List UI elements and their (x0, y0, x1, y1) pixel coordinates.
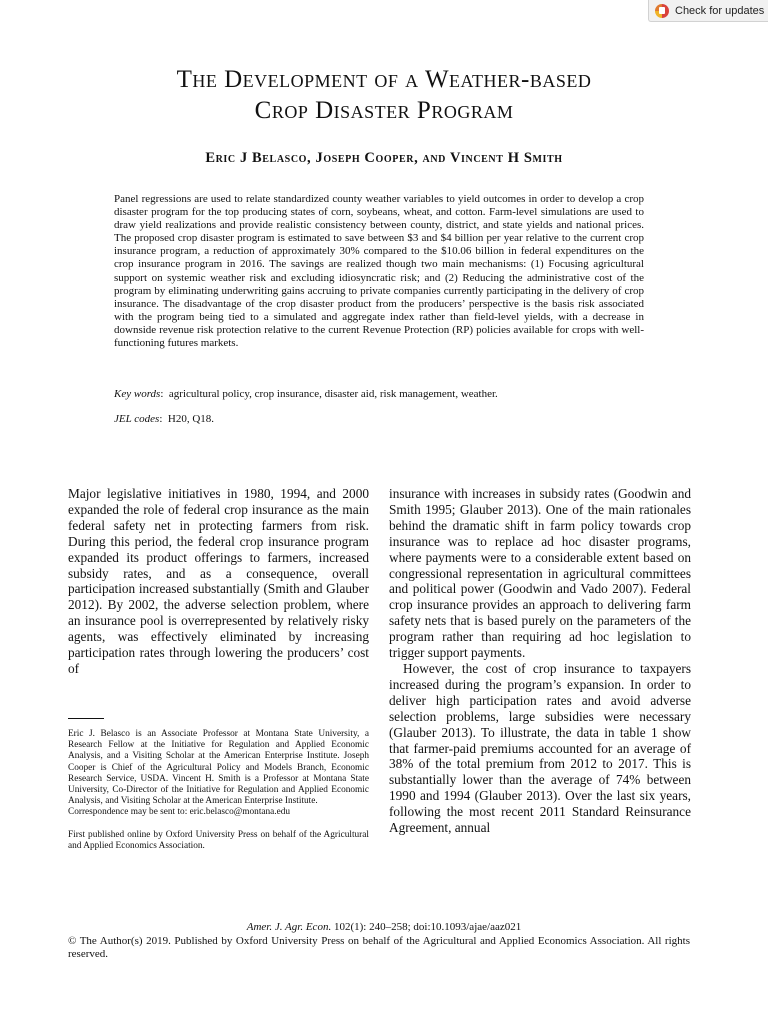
title-line-1: The Development of a Weather-based (176, 66, 592, 93)
first-published-note: First published online by Oxford University Press on behalf of the Agricultural and Applied Economics Association. (68, 829, 369, 851)
abstract: Panel regressions are used to relate standardized county weather variables to yield outcomes in order to develop a crop disaster program for the top producing states of corn, soybeans, wheat, and cotton. Farm-level simulations are used to draw yield realizations and provide realistic consistency between county, district, and state yields and national prices. The proposed crop disaster program is estimated to save between $3 and $4 billion per year relative to the current crop insurance program, a reduction of approximately 30% compared to the $10.06 billion in federal expenditures on the crop insurance program in 2016. The savings are realized though two main mechanisms: (1) Focusing agricultural support on systemic weather risk and excluding idiosyncratic risk; and (2) Reducing the administrative cost of the program by eliminating underwriting gains accruing to private companies currently participating in the delivery of crop insurance. The disadvantage of the crop disaster product from the producers’ perspective is the basis risk associated with the program being tied to a simulated and aggregate index rather than field-level yields, with a decrease in downside revenue risk protection relative to the current Revenue Protection (RP) policies available for crops with well-functioning futures markets. (114, 193, 644, 350)
article-title (0, 64, 768, 126)
journal-citation (0, 921, 768, 934)
jel-codes: JEL codes: H20, Q18. (114, 413, 215, 425)
body-left-column: Major legislative initiatives in 1980, 1994, and 2000 expanded the role of federal crop insurance as the main federal safety net in protecting farmers from risk. During this period, the federal crop insurance program expanded its product offerings to farmers, increased subsidy rates, and as a consequence, overall participation increased substantially (Smith and Glauber 2012). By 2002, the adverse selection problem, where an insurance pool is overrepresented by relatively risky agents, was effectively eliminated by increasing participation rates through lowering the producers’ cost of (68, 486, 369, 676)
author-footnotes (68, 729, 369, 852)
title-line-2: Crop Disaster Program (254, 97, 514, 124)
bookmark-check-icon (655, 4, 669, 18)
affiliations-note: Eric J. Belasco is an Associate Professor at Montana State University, a Research Fellow at the Initiative for Regulation and Applied Economic Analysis, and a Visiting Scholar at the American Enterprise Institute. Joseph Cooper is Chief of the Agricultural Policy and Models Branch, Economic Research Service, USDA. Vincent H. Smith is a Professor at Montana State University, Co-Director of the Initiative for Regulation and Applied Economic Analysis, and Visiting Scholar at the American Enterprise Institute. (68, 729, 369, 807)
author-list: Eric J Belasco, Joseph Cooper, and Vincent H Smith (205, 150, 563, 166)
citation-details: 102(1): 240–258; doi:10.1093/ajae/aaz021 (333, 921, 522, 933)
keywords-value: agricultural policy, crop insurance, disaster aid, risk management, weather. (168, 388, 498, 400)
journal-name: Amer. J. Agr. Econ. (246, 921, 332, 933)
body-right-column (389, 486, 691, 836)
footnote-divider (68, 718, 104, 719)
check-for-updates-button[interactable] (648, 0, 768, 22)
correspondence-note: Correspondence may be sent to: eric.belasco@montana.edu (68, 807, 291, 818)
copyright-notice: © The Author(s) 2019. Published by Oxford University Press on behalf of the Agricultural and Applied Economics Association. All rights reserved. (68, 935, 690, 960)
body-paragraph: insurance with increases in subsidy rates (Goodwin and Smith 1995; Glauber 2013). One of the main rationales behind the dramatic shift in farm policy towards crop insurance was to replace ad hoc disaster programs, where payments were to a considerable extent based on congressional representation in agricultural committees and political power (Goodwin and Vado 2007). Federal crop insurance provides an approach to delivering farm safety nets that is based purely on the parameters of the program rather than requiring ad hoc legislation to trigger support payments. (389, 486, 691, 661)
jel-value: H20, Q18. (167, 413, 215, 425)
check-for-updates-label: Check for updates (675, 4, 765, 17)
keywords: Key words: agricultural policy, crop insurance, disaster aid, risk management, weather. (114, 388, 498, 400)
keywords-label: Key words (114, 388, 161, 400)
body-paragraph: However, the cost of crop insurance to taxpayers increased during the program’s expansion. In order to deliver high participation rates and avoid adverse selection problems, large subsidies were necessary (Glauber 2013). To illustrate, the data in table 1 show that farmer-paid premiums accounted for an average of 38% of the total premium from 2012 to 2017. This is substantially lower than the average of 74% between 1990 and 1994 (Glauber 2013). Over the last six years, following the most recent 2011 Standard Reinsurance Agreement, annual (389, 660, 691, 836)
jel-label: JEL codes (114, 413, 160, 425)
